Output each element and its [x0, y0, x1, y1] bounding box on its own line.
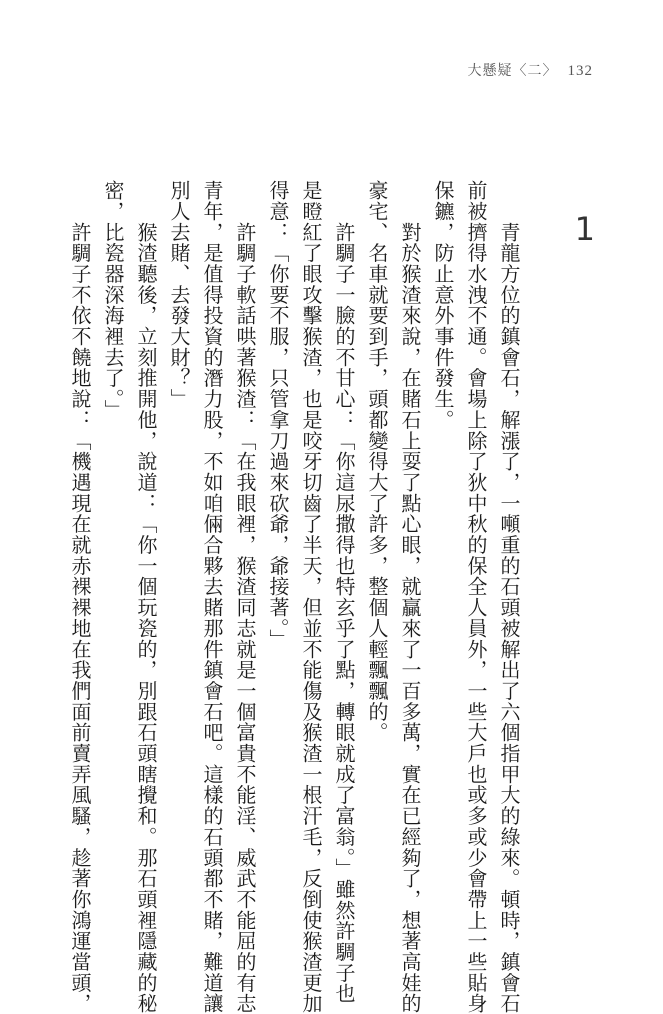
text-column-12: 猴渣聽後，立刻推開他，說道：「你一個玩瓷的，別跟石頭瞎攪和。那石頭裡隱藏的秘 [134, 180, 158, 1014]
text-column-5: 豪宅、名車就要到手，頭都變得大了許多，整個人輕飄飄的。 [365, 180, 389, 743]
text-column-14: 許騆子不依不饒地說：「機遇現在就赤裸裸地在我們面前賣弄風騷，趁著你鴻運當頭， [68, 180, 92, 1014]
text-column-8: 得意：「你要不服，只管拿刀過來砍爺，爺接著。」 [266, 180, 290, 650]
chapter-mark: 1 [574, 210, 595, 248]
text-column-1: 青龍方位的鎮會石，解漲了，一噸重的石頭被解出了六個指甲大的綠來。頓時，鎮會石 [497, 180, 521, 1014]
running-header [468, 60, 594, 80]
text-column-2: 前被擠得水洩不通。會場上除了狄中秋的保全人員外，一些大戶也或多或少會帶上一些貼身 [464, 180, 488, 1014]
text-column-7: 是瞪紅了眼攻擊猴渣，也是咬牙切齒了半天，但並不能傷及猴渣一根汗毛，反倒使猴渣更加 [299, 180, 323, 1014]
book-title: 大懸疑〈二〉 [467, 63, 558, 79]
text-column-3: 保鑣，防止意外事件發生。 [431, 180, 455, 431]
text-column-10: 青年，是值得投資的潛力股，不如咱倆合夥去賭那件鎮會石吧。這樣的石頭都不賭，難道讓 [200, 180, 224, 1014]
text-column-11: 別人去賭、去發大財？」 [167, 180, 191, 410]
page-number: 132 [567, 63, 593, 79]
text-column-9: 許騆子軟話哄著猴渣：「在我眼裡，猴渣同志就是一個富貴不能淫、威武不能屈的有志 [233, 180, 257, 1014]
text-column-13: 密，比瓷器深海裡去了。」 [101, 180, 125, 421]
text-column-4: 對於猴渣來說，在賭石上耍了點心眼，就贏來了一百多萬，實在已經夠了，想著高娃的 [398, 180, 422, 1014]
text-column-6: 許騆子一臉的不甘心：「你這尿撒得也特玄乎了點，轉眼就成了富翁。」雖然許騆子也 [332, 180, 356, 1004]
